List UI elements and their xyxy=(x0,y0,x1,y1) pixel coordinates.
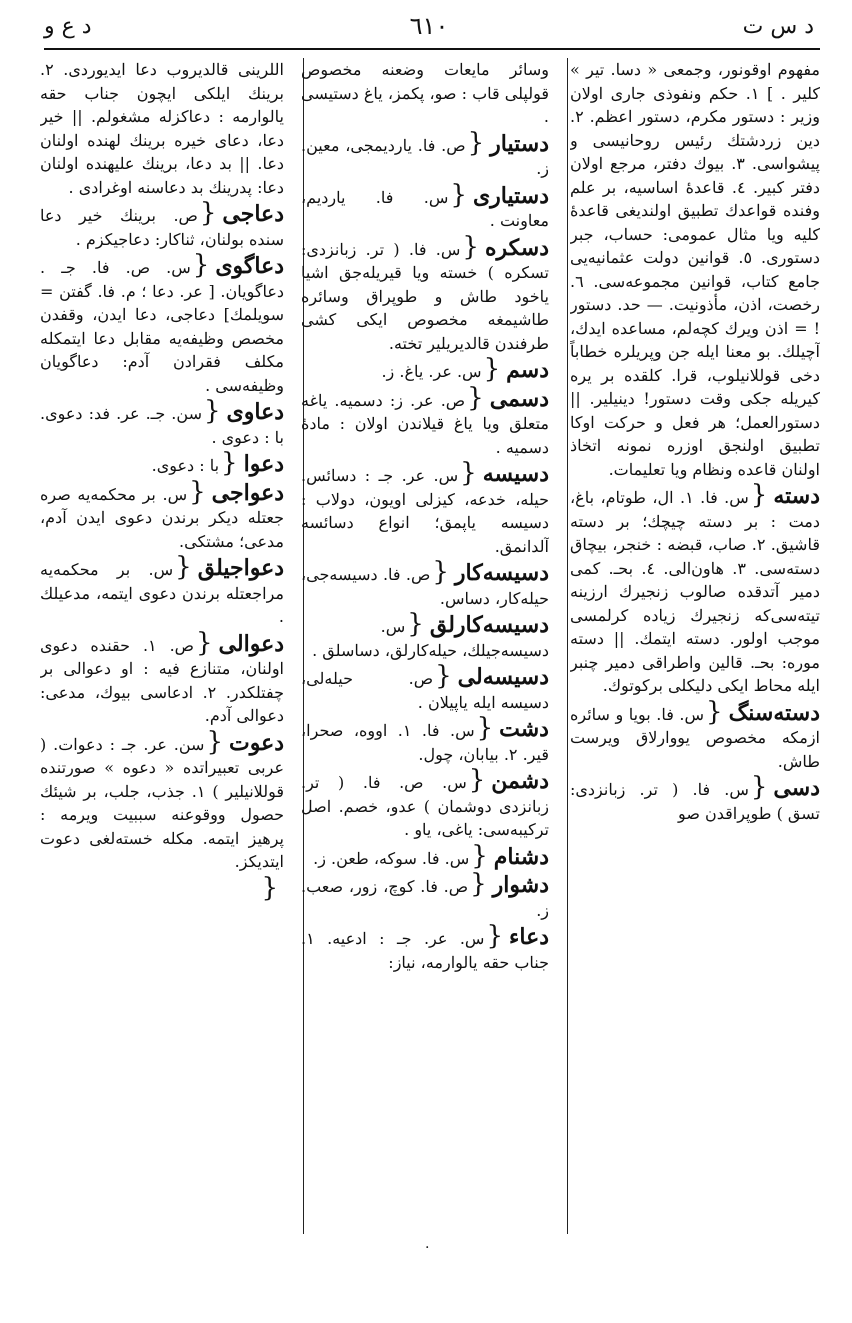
brace-glyph: { xyxy=(196,627,213,658)
continuation-text: مفهوم اوقونور، وجمعی « دسا. تیر » کلیر . ] ۱. حکم ونفوذی جاری اولان وزیر : دستور مکرم، دستور اعظم. ۲. دین زردشتك رئیس روحانیسی و پیشواسی. ۳. بیوك دفتر، مرجع اولان دفتر کبیر. ٤. قاعدهٔ اساسیه، بر علم وفنده قواعدك تطبیق اولندیغی قاعدهٔ کلیه ویا مثال عمومی: حساب، جبر دستوری. ٥. قوانین دولت عثمانیه‌یی جامع کتاب، قوانین مجموعه‌سی. ٦. رخصت، اذن، مأذونیت. — حد. دستور ! = اذن ویرك کچه‌لم، مساعده ایدك، آچیلك. بو معنا ایله جن وپریلره خطاباً دخی قوللانیلوب، قرا. کلقده بر یره کیریله جکی وقت دستور! دینیلیر. || دستورالعمل؛ هر فعل و حرکت اوکا تطبیق اولنجق اوزره نمونه اتخاذ اولنان قاعده ونظام ویا تعلیمات. xyxy=(570,60,820,479)
dictionary-entry xyxy=(40,250,284,397)
definition: سن. عر. جـ : دعوات. ( عربی تعبیراتده « دعوه » صورتنده قوللانیلیر ) ۱. جذب، جلب، بر شیئك حصول ووقوعنه سببیت ویرمه : پرهیز ایتمه. مکله خسته‌لغی دعوت ایتدیکز. xyxy=(40,734,284,871)
definition: سن. جـ. عر. فد: دعوی. با : دعوی . xyxy=(40,404,284,447)
headword: دسته xyxy=(773,483,820,509)
dictionary-entry xyxy=(40,198,284,251)
headword: دعوا xyxy=(243,451,284,477)
dictionary-entry xyxy=(40,448,284,478)
dictionary-entry xyxy=(301,557,549,610)
definition: س. فا. ۱. ال، طوتام، باغ، دمت : بر دسته چیچك؛ بر دسته قاشیق. ۲. صاب، قبضه : خنجر، بیچاق دسته‌سی. ۳. هاون‌الی. ٤. بحـ. کمی دمیر آتدقده صالوب زنجیرك ارزینه تیته‌سی‌که زنجیرك زیاده کرلمسی موجب اولور. دسته ایتمك. || دسته موره: بحـ. قالین واطراقی دمیر چنبر ایله محاط ایکی دلیکلی برکوتوك. xyxy=(570,488,820,695)
definition: س. فا. سوکه، طعن. ز. xyxy=(313,848,470,868)
dictionary-entry xyxy=(301,458,549,558)
brace-glyph: { xyxy=(470,869,487,899)
headword: دشت xyxy=(499,716,549,742)
brace-glyph: { xyxy=(435,661,452,691)
definition: س. عر. جـ : ادعیه. ۱. جناب حقه یالوارمه، نیاز: xyxy=(301,929,549,972)
dictionary-entry xyxy=(301,179,549,233)
dictionary-entry xyxy=(301,231,549,356)
dictionary-entry xyxy=(301,713,549,766)
dictionary-entry xyxy=(40,627,284,728)
dictionary-entry xyxy=(301,840,549,871)
headword: دسیسه‌کار xyxy=(454,560,549,586)
brace-glyph: { xyxy=(221,448,238,478)
dictionary-entry xyxy=(570,772,820,825)
column-right xyxy=(570,58,820,1238)
definition: ص. ۱. حقنده دعوی اولنان، متنازع فیه : او دعوالی بر چفتلکدر. ۲. ادعاسی بیوك، مدعی: دعوالی آدم. xyxy=(40,635,284,725)
page-header xyxy=(40,10,818,46)
dictionary-entry xyxy=(40,552,284,629)
dictionary-entry xyxy=(570,480,820,698)
definition: ص. فا. دسیسه‌جی، حیله‌کار، دساس. xyxy=(301,565,549,608)
headword: دسیسه xyxy=(482,461,549,487)
headword: دعاء xyxy=(509,924,549,950)
headword: دعاگوی xyxy=(215,253,284,279)
brace-glyph: { xyxy=(483,354,501,384)
headword: دسیسه‌لی xyxy=(457,664,549,690)
headword: دسی xyxy=(773,775,820,801)
brace-glyph: { xyxy=(407,609,424,639)
dictionary-entry xyxy=(301,609,549,662)
headword: دعواجی xyxy=(211,479,284,506)
brace-glyph: { xyxy=(468,765,486,795)
brace-glyph: { xyxy=(467,127,485,158)
definition: س. بر محکمه‌یه صره جعتله دیکر برندن دعوی ایدن آدم، مدعی؛ مشتکی. xyxy=(40,484,284,551)
brace-glyph: { xyxy=(450,179,467,210)
brace-glyph: { xyxy=(199,198,217,228)
dictionary-entry xyxy=(40,476,284,554)
dictionary-entry xyxy=(40,872,284,903)
definition: ص. عر. ز: دسمیه. یاغه متعلق ویا یاغ قیلاندن اولان : مادهٔ دسمیه . xyxy=(301,390,549,457)
headword: دشنام xyxy=(493,843,549,870)
brace-glyph: { xyxy=(261,872,278,903)
dictionary-entry xyxy=(301,869,549,922)
brace-glyph: { xyxy=(706,696,723,727)
brace-glyph: { xyxy=(750,772,768,802)
definition: س. فا. ( تر. زبانزدی: تسکره ) خسته ویا قیریله‌جق اشیا یاخود طاش و طوپراق وسائره طاشیمغه مخصوص ایکی کشی طرفندن قالدیریلیر تخته. xyxy=(301,239,549,353)
brace-glyph: { xyxy=(203,396,221,426)
headword: دشمن xyxy=(491,768,549,794)
headword: دسم xyxy=(506,357,549,383)
headword: دعواجیلق xyxy=(197,555,284,581)
brace-glyph: { xyxy=(486,921,504,951)
headword: دسته‌سنگ xyxy=(728,699,820,726)
definition: س. عر. جـ : دسائس. حیله، خدعه، کیزلی اویون، دولاب : دسیسه یاپمق؛ انواع دسائسه آلدانمق. xyxy=(301,466,549,556)
headword: دعوالی xyxy=(218,630,284,657)
brace-glyph: { xyxy=(476,713,494,743)
definition: س. فا. یاردیم، معاونت . xyxy=(301,187,549,230)
definition: ص. برینك خیر دعا سنده بولنان، ثناکار: دعاجیکزم . xyxy=(40,206,284,249)
headword: دعوت xyxy=(229,729,284,756)
dictionary-entry xyxy=(570,696,820,774)
dictionary-entry xyxy=(40,396,284,449)
definition: با : دعوی. xyxy=(151,456,220,475)
brace-glyph: { xyxy=(175,552,192,582)
definition: س. فا. بویا و سائره ازمکه مخصوص یووارلاق ویرست طاش. xyxy=(570,704,820,771)
continuation-text: وسائر مایعات وضعنه مخصوص قولپلی قاب : صو، پکمز، یاغ دستیسی . xyxy=(301,60,549,126)
brace-glyph: { xyxy=(467,382,484,413)
headword: دسیسه‌کارلق xyxy=(429,612,549,638)
brace-glyph: { xyxy=(432,557,449,587)
headword: دعاجی xyxy=(222,201,284,227)
definition: س. ص. فا. ( تر. زبانزدی دوشمان ) عدو، خصم. اصل ترکیبه‌سی: یاغی، یاو . xyxy=(301,773,549,839)
dictionary-entry xyxy=(301,765,549,842)
headword: دسمی xyxy=(489,385,549,412)
dictionary-entry xyxy=(40,726,284,874)
brace-glyph: { xyxy=(462,231,479,262)
continuation-text: اللرینی قالدیروب دعا ایدیوردی. ۲. برینك ایلکی ایچون جناب حقه یالوارمه : دعاکزله مشغولم. || خیر دعا، دعای خیره برینك لهنده اولنان دعا. || بد دعا، برینك علیهنده اولنان دعا: پدرینك بد دعاسنه اوغرادی . xyxy=(40,60,284,197)
definition: س. عر. یاغ. ز. xyxy=(381,362,482,381)
dictionary-entry xyxy=(301,661,549,714)
brace-glyph: { xyxy=(460,458,477,488)
brace-glyph: { xyxy=(471,840,488,871)
definition: ص. حیله‌لی، دسیسه ایله یاپیلان . xyxy=(301,669,549,712)
headword: دشوار xyxy=(492,872,549,898)
dictionary-entry xyxy=(301,921,549,974)
definition: س. فا. ۱. اووه، صحرا، قیر. ۲. بیابان، چول. xyxy=(301,721,549,764)
headword: دعاوی xyxy=(226,399,284,425)
brace-glyph: { xyxy=(189,476,206,507)
dictionary-entry xyxy=(301,382,549,460)
definition: س. دسیسه‌جیلك، حیله‌کارلق، دساسلق . xyxy=(312,617,549,660)
column-left xyxy=(40,58,284,1238)
column-middle xyxy=(301,58,549,1238)
page-footer-mark: . xyxy=(425,1236,430,1252)
dictionary-entry xyxy=(301,354,549,384)
definition: ص. فا. یاردیمجی، معین. ز. xyxy=(301,135,549,178)
definition: ص. فا. کوچ، زور، صعب. ز. xyxy=(301,877,549,920)
headword: دسکره xyxy=(484,234,549,261)
headword: دستیار xyxy=(490,130,549,157)
definition: س. بر محکمه‌یه مراجعتله برندن دعوی ایتمه، مدعیلك . xyxy=(40,560,284,626)
header-left-guideword: د ع و xyxy=(44,14,92,39)
definition: س. ص. فا. جـ . دعاگویان. [ عر. دعا ؛ م. فا. گفتن = سویلمك] دعاجی، دعا ایدن، وقفدن مخصص وظیفه‌یه مقابل دعا ایتمکله مکلف فقرادن آدم: دعاگویان وظیفه‌سی . xyxy=(40,258,284,395)
headword: دستیاری xyxy=(472,182,549,209)
definition: س. فا. ( تر. زبانزدی: تسق ) طوپراقدن صو xyxy=(570,780,820,823)
brace-glyph: { xyxy=(192,250,210,280)
dictionary-entry xyxy=(301,127,549,181)
header-right-guideword: د س ت xyxy=(742,14,814,39)
brace-glyph: { xyxy=(206,726,223,757)
column-divider xyxy=(567,58,568,1234)
brace-glyph: { xyxy=(750,480,768,510)
header-rule xyxy=(44,48,820,50)
page-number: ٦١٠ xyxy=(409,12,449,40)
